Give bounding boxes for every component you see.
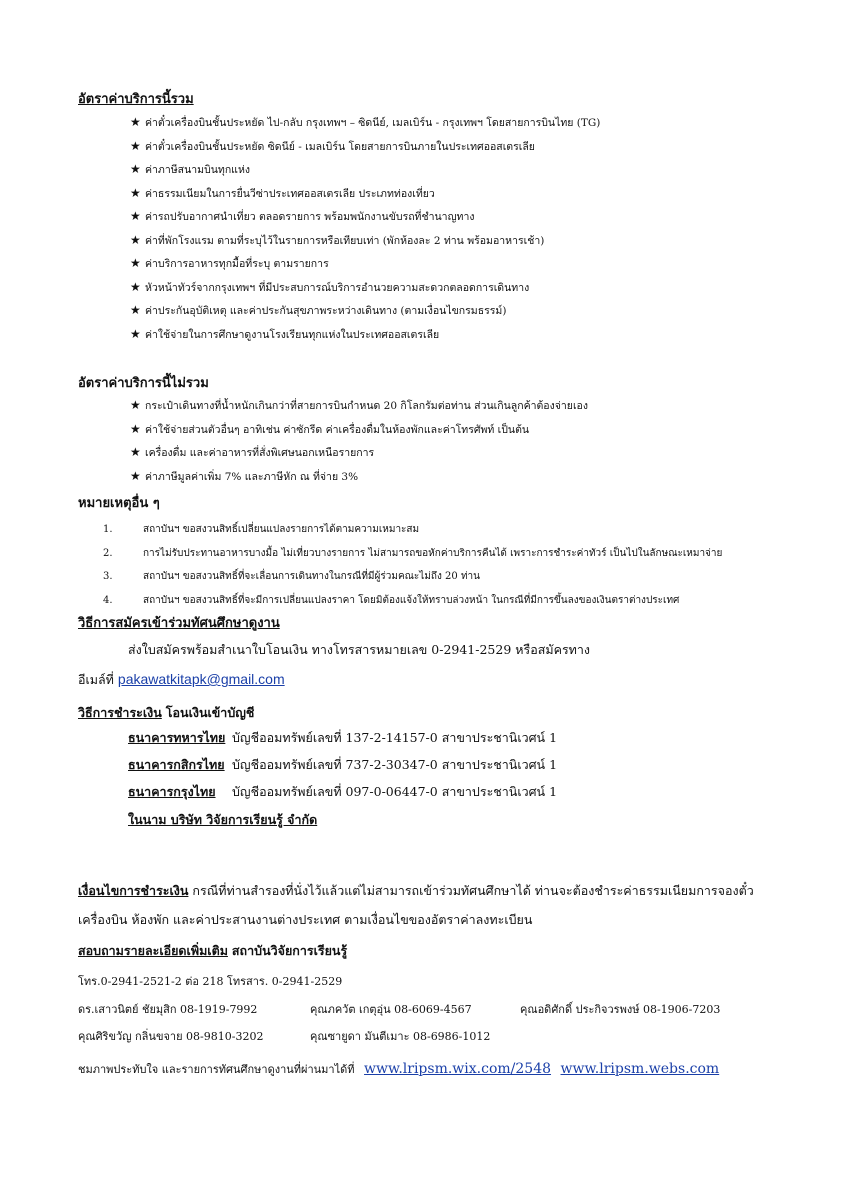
- note-number: 2.: [103, 547, 113, 559]
- note-text: สถาบันฯ ขอสงวนสิทธิ์เปลี่ยนแปลงรายการได้ตามความเหมาะสม: [143, 524, 420, 535]
- included-item: [130, 185, 435, 202]
- note-number: 3.: [103, 571, 113, 582]
- star-icon: ★: [130, 398, 141, 412]
- payment-heading-suffix: โอนเงินเข้าบัญชี: [165, 705, 255, 720]
- note-text: สถาบันฯ ขอสงวนสิทธิ์ที่จะมีการเปลี่ยนแปลงราคา โดยมิต้องแจ้งให้ทราบล่วงหน้า ในกรณีที่มีการขึ้นลงของเงินตราต่างประเทศ: [143, 594, 680, 606]
- gallery-text: ชมภาพประทับใจ และรายการทัศนศึกษาดูงานที่ผ่านมาได้ที่: [78, 1063, 355, 1076]
- included-heading: อัตราค่าบริการนี้รวม: [78, 92, 194, 107]
- contact-person: คุณอดิศักดิ์ ประกิจวรพงษ์ 08-1906-7203: [520, 1003, 721, 1016]
- included-item-text: ค่าบริการอาหารทุกมื้อที่ระบุ ตามรายการ: [145, 258, 329, 270]
- contact-phone: โทร.0-2941-2521-2 ต่อ 218 โทรสาร. 0-2941-2529: [78, 975, 343, 988]
- bank-account: บัญชีออมทรัพย์เลขที่ 737-2-30347-0 สาขาประชานิเวศน์ 1: [232, 757, 558, 772]
- note-item: [103, 517, 419, 537]
- star-icon: ★: [130, 326, 141, 341]
- gallery-row: [78, 1060, 719, 1078]
- included-item: [130, 302, 506, 319]
- contact-heading-row: [78, 941, 347, 961]
- bank-row: [128, 728, 557, 748]
- star-icon: ★: [130, 209, 141, 223]
- email-row: [78, 670, 285, 690]
- included-item: [130, 232, 544, 249]
- included-item: [130, 279, 529, 296]
- conditions-line-1: [78, 881, 754, 901]
- contact-heading: สอบถามรายละเอียดเพิ่มเติม: [78, 943, 228, 958]
- conditions-line-2: เครื่องบิน ห้องพัก และค่าประสานงานต่างประเทศ ตามเงื่อนไขของอัตราค่าลงทะเบียน: [78, 912, 533, 927]
- included-item: [130, 161, 250, 178]
- excluded-item: [130, 468, 358, 485]
- note-item: [103, 541, 722, 561]
- included-item-text: ค่าภาษีสนามบินทุกแห่ง: [145, 164, 250, 176]
- note-number: 1.: [103, 524, 113, 535]
- star-icon: ★: [130, 445, 141, 459]
- notes-heading: หมายเหตุอื่น ๆ: [78, 496, 160, 511]
- star-icon: ★: [130, 256, 141, 270]
- gallery-link-1[interactable]: www.lripsm.wix.com/2548: [364, 1061, 552, 1077]
- excluded-item-text: เครื่องดื่ม และค่าอาหารที่สั่งพิเศษนอกเหนือรายการ: [145, 447, 375, 459]
- included-item: [130, 326, 439, 343]
- star-icon: ★: [130, 138, 141, 153]
- included-item-text: ค่ารถปรับอากาศนำเที่ยว ตลอดรายการ พร้อมพนักงานขับรถที่ชำนาญทาง: [145, 211, 475, 223]
- apply-instructions: ส่งใบสมัครพร้อมสำเนาใบโอนเงิน ทางโทรสารหมายเลข 0-2941-2529 หรือสมัครทาง: [128, 642, 591, 657]
- bank-name: ธนาคารกสิกรไทย: [128, 757, 225, 772]
- bank-row: [128, 755, 557, 775]
- included-item-text: ค่าตั๋วเครื่องบินชั้นประหยัด ซิดนีย์ - เมลเบิร์น โดยสายการบินภายในประเทศออสเตรเลีย: [145, 140, 535, 153]
- apply-heading: วิธีการสมัครเข้าร่วมทัศนศึกษาดูงาน: [78, 616, 280, 631]
- included-item-text: ค่าใช้จ่ายในการศึกษาดูงานโรงเรียนทุกแห่งในประเทศออสเตรเลีย: [145, 328, 440, 341]
- star-icon: ★: [130, 421, 141, 436]
- email-label: อีเมล์ที่: [78, 672, 114, 687]
- conditions-label: เงื่อนไขการชำระเงิน: [78, 883, 189, 898]
- star-icon: ★: [130, 279, 141, 294]
- included-item: [130, 208, 474, 225]
- note-item: [103, 564, 480, 584]
- excluded-item-text: กระเป๋าเดินทางที่น้ำหนักเกินกว่าที่สายการบินกำหนด 20 กิโลกรัมต่อท่าน ส่วนเกินลูกค้าต้องจ่ายเอง: [145, 400, 588, 412]
- excluded-item: [130, 397, 588, 414]
- excluded-item: [130, 444, 374, 461]
- note-text: การไม่รับประทานอาหารบางมื้อ ไม่เที่ยวบางรายการ ไม่สามารถขอหักค่าบริการคืนได้ เพราะการชำระค่าทัวร์ เป็นไปในลักษณะเหมาจ่าย: [143, 547, 723, 559]
- note-text: สถาบันฯ ขอสงวนสิทธิ์ที่จะเลื่อนการเดินทางในกรณีที่มีผู้ร่วมคณะไม่ถึง 20 ท่าน: [143, 571, 480, 582]
- excluded-item-text: ค่าภาษีมูลค่าเพิ่ม 7% และภาษีหัก ณ ที่จ่าย 3%: [145, 470, 359, 483]
- contact-person: คุณศิริขวัญ กลิ่นขจาย 08-9810-3202: [78, 1030, 264, 1043]
- excluded-heading: อัตราค่าบริการนี้ไม่รวม: [78, 376, 209, 391]
- note-number: 4.: [103, 594, 113, 606]
- contact-org: สถาบันวิจัยการเรียนรู้: [231, 943, 348, 958]
- included-item-text: ค่าประกันอุบัติเหตุ และค่าประกันสุขภาพระหว่างเดินทาง (ตามเงื่อนไขกรมธรรม์): [145, 305, 507, 317]
- star-icon: ★: [130, 115, 141, 129]
- included-item-text: ค่าตั๋วเครื่องบินชั้นประหยัด ไป-กลับ กรุงเทพฯ – ซิดนีย์, เมลเบิร์น - กรุงเทพฯ โดยสายการบินไทย (TG): [145, 117, 601, 129]
- bank-row: [128, 782, 557, 802]
- bank-name: ธนาคารกรุงไทย: [128, 784, 216, 799]
- included-item: [130, 114, 600, 131]
- star-icon: ★: [130, 232, 141, 247]
- bank-account: บัญชีออมทรัพย์เลขที่ 097-0-06447-0 สาขาประชานิเวศน์ 1: [232, 784, 558, 799]
- gallery-link-2[interactable]: www.lripsm.webs.com: [560, 1061, 720, 1077]
- contact-person: คุณซายูดา มันตีเมาะ 08-6986-1012: [310, 1030, 491, 1043]
- included-item: [130, 138, 535, 155]
- contact-person: คุณภควัต เกตุอุ่น 08-6069-4567: [310, 1003, 472, 1016]
- included-item-text: ค่าธรรมเนียมในการยื่นวีซ่าประเทศออสเตรเลีย ประเภทท่องเที่ยว: [145, 187, 435, 200]
- included-item: [130, 255, 329, 272]
- excluded-item-text: ค่าใช้จ่ายส่วนตัวอื่นๆ อาทิเช่น ค่าซักรีด ค่าเครื่องดื่มในห้องพักและค่าโทรศัพท์ เป็นต้น: [145, 423, 530, 436]
- contact-person: ดร.เสาวนิตย์ ชัยมุสิก 08-1919-7992: [78, 1003, 258, 1016]
- star-icon: ★: [130, 185, 141, 200]
- bank-name: ธนาคารทหารไทย: [128, 730, 226, 745]
- star-icon: ★: [130, 162, 141, 176]
- star-icon: ★: [130, 303, 141, 317]
- conditions-text-1: กรณีที่ท่านสำรองที่นั่งไว้แล้วแต่ไม่สามารถเข้าร่วมทัศนศึกษาได้ ท่านจะต้องชำระค่าธรรมเนียมการจองตั๋ว: [192, 883, 754, 898]
- note-item: [103, 588, 679, 608]
- email-link[interactable]: pakawatkitapk@gmail.com: [117, 671, 285, 687]
- payment-heading: วิธีการชำระเงิน: [78, 705, 162, 720]
- included-item-text: ค่าที่พักโรงแรม ตามที่ระบุไว้ในรายการหรือเทียบเท่า (พักห้องละ 2 ท่าน พร้อมอาหารเช้า): [145, 234, 545, 247]
- account-name: ในนาม บริษัท วิจัยการเรียนรู้ จำกัด: [128, 812, 318, 827]
- included-item-text: หัวหน้าทัวร์จากกรุงเทพฯ ที่มีประสบการณ์บริการอำนวยความสะดวกตลอดการเดินทาง: [145, 281, 530, 294]
- excluded-item: [130, 421, 529, 438]
- payment-heading-row: [78, 703, 254, 723]
- star-icon: ★: [130, 468, 141, 483]
- bank-account: บัญชีออมทรัพย์เลขที่ 137-2-14157-0 สาขาประชานิเวศน์ 1: [232, 730, 558, 745]
